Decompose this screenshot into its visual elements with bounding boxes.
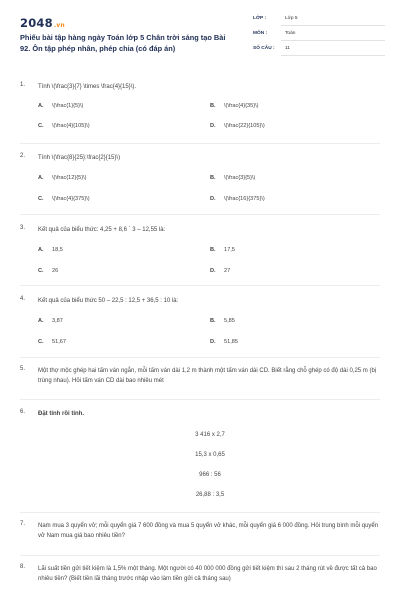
option-d[interactable] [210,339,238,345]
option-letter: A. [38,103,44,109]
question-5 [20,366,385,392]
divider [20,357,380,358]
option-text: 27 [224,268,231,274]
divider [20,214,380,215]
calc-item: 966 : 56 [199,472,221,478]
question-number: 4. [20,296,26,302]
meta-underline [281,40,385,41]
option-letter: A. [38,175,44,181]
question-1 [20,82,385,138]
divider [20,399,380,400]
divider [20,143,380,144]
question-number: 3. [20,225,26,231]
meta-row-class [253,14,385,28]
question-text: Đặt tính rồi tính. [38,411,84,417]
divider [20,555,380,556]
question-text: Nam mua 3 quyển vở; mỗi quyển giá 7 600 đồng và mua 5 quyển vở khác, mỗi quyển giá 6 000 đồng. Hỏi trung bình mỗi quyển vở Nam mua giá bao nhiêu tiền? [38,523,379,539]
question-text: Kết quả của biểu thức 50 – 22,5 : 12,5 + 36,5 : 10 là: [38,298,179,304]
question-7 [20,521,385,545]
option-c[interactable] [38,339,66,345]
option-text: \(\frac{12}{5}\) [52,175,87,181]
site-logo[interactable] [20,16,65,30]
calc-item: 15,3 x 0,65 [195,452,225,458]
question-text: Kết quả của biểu thức: 4,25 + 8,6 ` 3 – 12,55 là: [38,227,166,233]
question-text: Một thợ mộc ghép hai tấm ván ngắn, mỗi tấm ván dài 1,2 m thành một tấm ván dài CD. Biết rằng chỗ ghép có độ dài 0,25 m (bị trùng nhau). Hỏi tấm ván CD dài bao nhiêu mét [38,368,377,384]
meta-underline [281,25,385,26]
question-number: 5. [20,366,26,372]
question-8 [20,564,385,598]
question-number: 7. [20,521,26,527]
meta-underline [281,55,385,56]
option-text: \(\frac{22}{105}\) [224,123,265,129]
option-b[interactable] [210,175,255,181]
option-a[interactable] [38,318,63,324]
meta-label: MÔN : [253,31,268,36]
option-text: 51,85 [224,339,238,345]
option-d[interactable] [210,268,230,274]
meta-label: SỐ CÂU : [253,46,275,51]
question-number: 6. [20,409,26,415]
meta-value: 11 [285,46,290,51]
option-c[interactable] [38,268,58,274]
option-letter: C. [38,123,44,129]
option-b[interactable] [210,103,259,109]
option-text: \(\frac{4}{35}\) [224,103,259,109]
question-3 [20,225,385,281]
divider [20,285,380,286]
option-letter: D. [210,123,216,129]
option-d[interactable] [210,196,265,202]
option-text: 3,87 [52,318,63,324]
option-a[interactable] [38,103,83,109]
option-text: 51,67 [52,339,66,345]
option-text: \(\frac{1}{5}\) [52,103,84,109]
option-c[interactable] [38,196,90,202]
option-letter: D. [210,268,216,274]
question-number: 2. [20,153,26,159]
option-letter: C. [38,339,44,345]
question-number: 8. [20,564,26,570]
meta-value: Lớp 5 [285,16,298,21]
calc-item: 26,88 : 3,5 [195,492,225,498]
calc-item: 3 416 x 2,7 [195,432,225,438]
option-d[interactable] [210,123,265,129]
option-a[interactable] [38,175,87,181]
question-2 [20,153,385,209]
option-letter: D. [210,196,216,202]
question-text: Lãi suất tiền gửi tiết kiệm là 1,5% một tháng. Một người có 40 000 000 đồng gửi tiết kiệm thì sau 2 tháng rút về được tất cả bao nhiêu tiền? (Biết tiền lãi tháng trước nhập vào làm tiền gửi cả tháng sau) [38,566,377,582]
meta-row-count [253,44,385,58]
option-text: \(\frac{3}{5}\) [224,175,256,181]
meta-value: Toán [285,31,296,36]
option-text: \(\frac{16}{375}\) [224,196,265,202]
option-letter: B. [210,175,216,181]
option-text: 17,5 [224,247,235,253]
option-text: 5,85 [224,318,235,324]
option-b[interactable] [210,247,235,253]
question-4 [20,296,385,352]
option-letter: A. [38,247,44,253]
question-number: 1. [20,82,26,88]
option-a[interactable] [38,247,63,253]
question-text: Tính \(\frac{8}{25}:\frac{2}{15}\) [38,155,121,161]
meta-row-subject [253,29,385,43]
question-text: Tính \(\frac{3}{7} \times \frac{4}{15}\). [38,84,137,90]
option-text: \(\frac{4}{375}\) [52,196,90,202]
option-letter: A. [38,318,44,324]
logo-text: 2048 [20,16,53,30]
worksheet-title: Phiếu bài tập hàng ngày Toán lớp 5 Chân trời sáng tạo Bài 92. Ôn tập phép nhân, phép chia (có đáp án) [20,33,226,53]
option-text: 18,5 [52,247,63,253]
option-letter: B. [210,103,216,109]
option-text: 26 [52,268,59,274]
option-letter: D. [210,339,216,345]
option-b[interactable] [210,318,235,324]
option-letter: B. [210,247,216,253]
option-text: \(\frac{4}{105}\) [52,123,90,129]
option-letter: C. [38,196,44,202]
option-c[interactable] [38,123,90,129]
option-letter: B. [210,318,216,324]
logo-tld: .vn [53,22,65,29]
option-letter: C. [38,268,44,274]
divider [20,512,380,513]
meta-label: LỚP : [253,16,267,21]
